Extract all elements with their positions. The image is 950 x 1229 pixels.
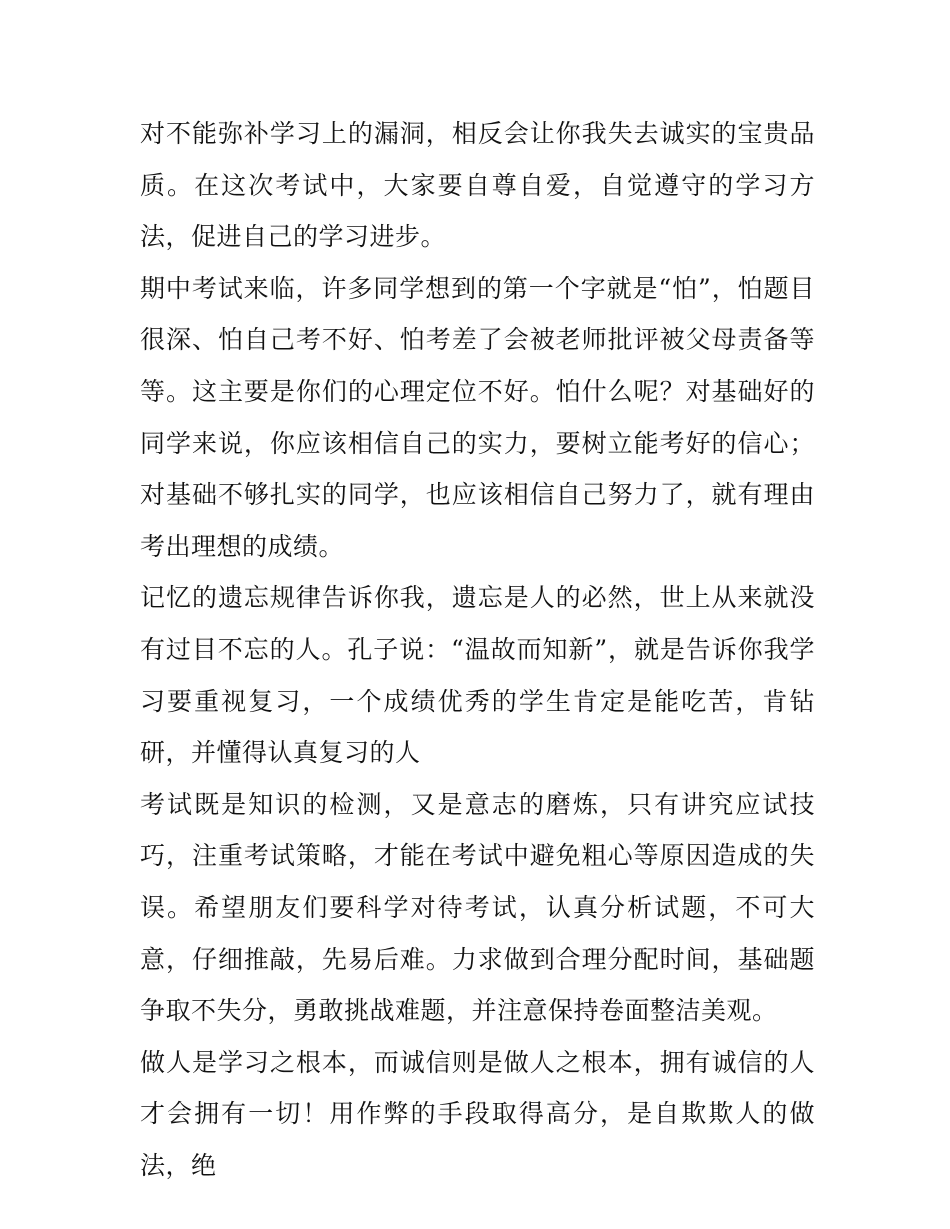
document-body [140,108,815,1191]
paragraph-3: 记忆的遗忘规律告诉你我，遗忘是人的必然，世上从来就没有过目不忘的人。孔子说：“温故而知新”，就是告诉你我学习要重视复习，一个成绩优秀的学生肯定是能吃苦，肯钻研，并懂得认真复习的人 [140,583,815,768]
paragraph-2: 期中考试来临，许多同学想到的第一个字就是“怕”，怕题目很深、怕自己考不好、怕考差了会被老师批评被父母责备等等。这主要是你们的心理定位不好。怕什么呢？对基础好的同学来说，你应该相信自己的实力，要树立能考好的信心；对基础不够扎实的同学，也应该相信自己努力了，就有理由考出理想的成绩。 [140,273,815,561]
paragraph-1: 对不能弥补学习上的漏洞，相反会让你我失去诚实的宝贵品质。在这次考试中，大家要自尊自爱，自觉遵守的学习方法，促进自己的学习进步。 [140,119,815,252]
paragraph-4: 考试既是知识的检测，又是意志的磨炼，只有讲究应试技巧，注重考试策略，才能在考试中避免粗心等原因造成的失误。希望朋友们要科学对待考试，认真分析试题，不可大意，仔细推敲，先易后难。力求做到合理分配时间，基础题争取不失分，勇敢挑战难题，并注意保持卷面整洁美观。 [140,789,815,1026]
paragraph-5: 做人是学习之根本，而诚信则是做人之根本，拥有诚信的人才会拥有一切！用作弊的手段取得高分，是自欺欺人的做法，绝 [140,1047,815,1180]
